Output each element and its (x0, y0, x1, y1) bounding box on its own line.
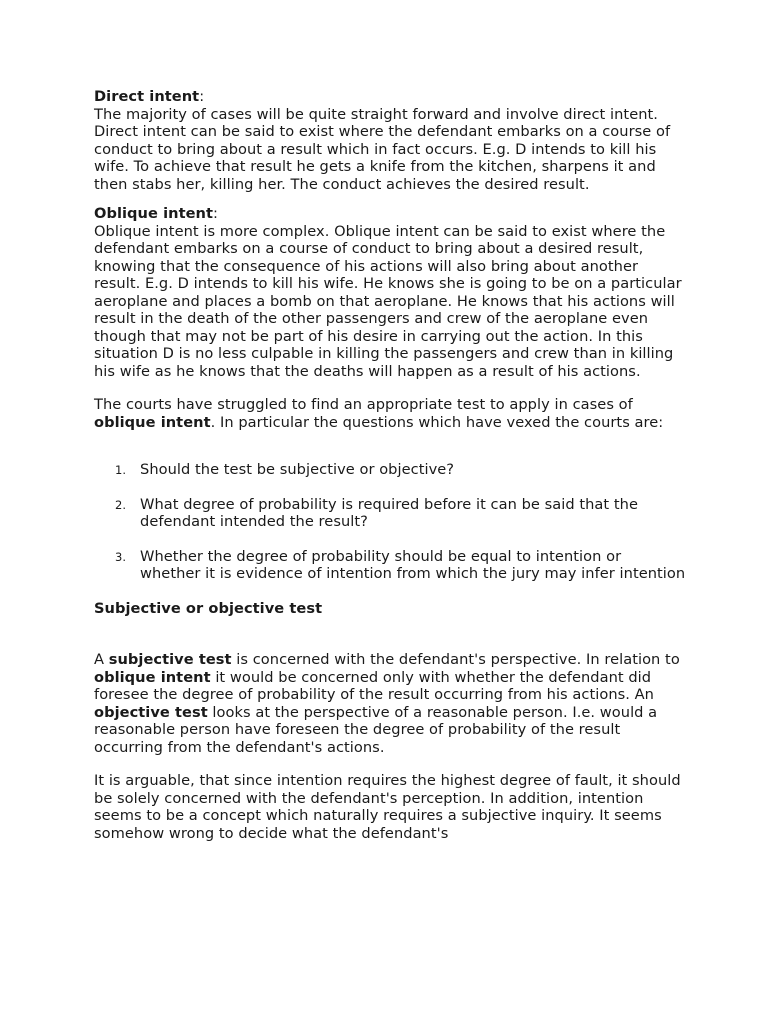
courts-paragraph (94, 396, 686, 431)
list-item (94, 461, 686, 479)
subjective-text-3: it would be concerned only with whether the defendant did foresee the degree of probability of the result occurring from his actions. An (94, 668, 654, 703)
oblique-intent-heading (94, 205, 686, 223)
oblique-intent-section (94, 205, 686, 380)
direct-intent-title: Direct intent (94, 88, 200, 105)
subjective-test-term: subjective test (108, 651, 232, 668)
list-item-number: 2. (115, 497, 127, 512)
courts-text-2: . In particular the questions which have vexed the courts are: (210, 413, 664, 431)
oblique-intent-term: oblique intent (94, 668, 211, 686)
subjective-text-4: looks at the perspective of a reasonable person. I.e. would a reasonable person have foreseen the degree of probability of the result occurring from the defendant's actions. (94, 703, 658, 756)
direct-intent-heading (94, 88, 686, 106)
courts-bold-term: oblique intent (94, 413, 211, 431)
courts-text-1: The courts have struggled to find an appropriate test to apply in cases of (94, 396, 633, 413)
arguable-paragraph: It is arguable, that since intention requires the highest degree of fault, it should be solely concerned with the defendant's perception. In addition, intention seems to be a concept which naturally requires a subjective inquiry. It seems somehow wrong to decide what the defendant's (94, 772, 681, 842)
oblique-intent-paragraph: Oblique intent is more complex. Oblique intent can be said to exist where the defendant embarks on a course of conduct to bring about a desired result, knowing that the consequence of his actions will also bring about another result. E.g. D intends to kill his wife. He knows she is going to be on a particular aeroplane and places a bomb on that aeroplane. He knows that his actions will result in the death of the other passengers and crew of the aeroplane even though that may not be part of his desire in carrying out the action. In this situation D is no less culpable in killing the passengers and crew than in killing his wife as he knows that the deaths will happen as a result of his actions. (94, 222, 682, 380)
list-item (94, 496, 686, 531)
objective-test-term: objective test (94, 703, 208, 721)
oblique-intent-colon: : (213, 205, 218, 222)
direct-intent-section (94, 88, 686, 193)
direct-intent-paragraph: The majority of cases will be quite straight forward and involve direct intent. Direct intent can be said to exist where the defendant embarks on a course of conduct to bring about a result which in fact occurs. E.g. D intends to kill his wife. To achieve that result he gets a knife from the kitchen, sharpens it and then stabs her, killing her. The conduct achieves the desired result. (94, 105, 671, 193)
oblique-intent-title: Oblique intent (94, 205, 214, 222)
questions-list (94, 461, 686, 583)
list-item-text: Whether the degree of probability should be equal to intention or whether it is evidence of intention from which the jury may infer intention (140, 547, 686, 582)
subjective-text-2: is concerned with the defendant's perspective. In relation to (231, 651, 680, 668)
subjective-objective-heading: Subjective or objective test (94, 599, 323, 617)
list-item (94, 548, 686, 583)
direct-intent-colon: : (199, 88, 205, 105)
subjective-text-1: A (94, 651, 109, 668)
list-item-text: Should the test be subjective or objective? (140, 461, 455, 478)
list-item-number: 3. (115, 549, 127, 564)
subjective-test-paragraph (94, 651, 686, 756)
document-page (94, 88, 686, 842)
list-item-text: What degree of probability is required before it can be said that the defendant intended the result? (140, 495, 638, 530)
list-item-number: 1. (115, 463, 127, 477)
